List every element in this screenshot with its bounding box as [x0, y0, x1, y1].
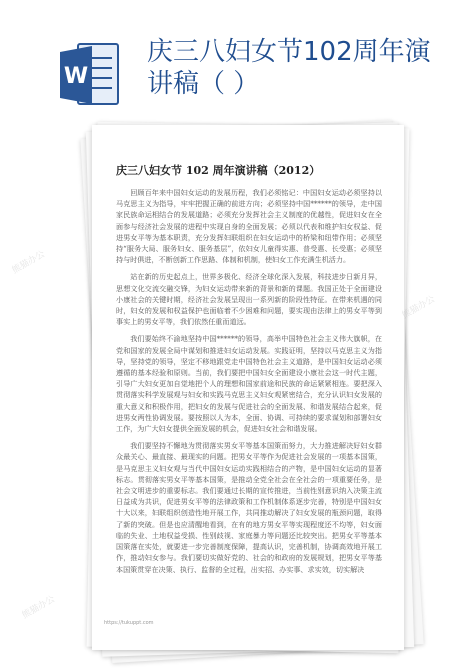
watermark: 熊猫办公 [20, 594, 57, 622]
word-icon-letter: W [63, 64, 89, 89]
paragraph: 站在新的历史起点上，世界多极化、经济全球化深入发展，科技进步日新月异，思想文化交流交融交锋，为妇女运动带来新的背景和新的课题。我国正处于全面建设小康社会的关键时期，经济社会发展呈现出一系列新的阶段性特征。在带来机遇的同时，妇女的发展和权益保护也面临着不少困难和问题，要实现由法律上的男女平等到事实上的男女平等，我们依然任重而道远。 [116, 272, 382, 327]
paragraph: 回顾百年来中国妇女运动的发展历程，我们必须铭记：中国妇女运动必须坚持以马克思主义为指导，牢牢把握正确的前进方向；必须坚持中国******的领导，走中国家民族命运相结合的发展道路；必须充分发挥社会主义制度的优越性，促进妇女在全面参与经济社会发展的进程中实现自身的全面发展；必须以代表和维护妇女权益、促进男女平等为基本职责，充分发挥妇联组织在妇女运动中的桥梁和纽带作用；必须坚持“服务大局、服务妇女、服务基层”，依妇女儿童得实惠、普受惠、长受惠；必须坚持与时俱进，不断创新工作思路、体制和机制，使妇女工作充满生机活力。 [116, 188, 382, 265]
document-title: 庆三八妇女节 102 周年演讲稿（2012） [116, 164, 321, 177]
word-document-icon [58, 40, 122, 110]
document-preview[interactable] [92, 125, 404, 650]
watermark: 熊猫办公 [10, 249, 47, 277]
watermark: 熊猫办公 [400, 294, 437, 322]
document-header [0, 0, 474, 120]
page-title: 庆三八妇女节102周年演讲稿（ ） [147, 37, 431, 99]
paragraph: 我们要坚持不懈地为贯彻落实男女平等基本国策而努力，大力推进解决好妇女群众最关心、最直接、最现实的问题。把男女平等作为促进社会发展的一项基本国策，是马克思主义妇女观与当代中国妇女运动实践相结合的产物，是中国妇女运动的显著标志。贯彻落实男女平等基本国策，是推动全党全社会在全社会的一项重要任务，是社会文明进步的重要标志。我们要通过长期的宣传推进，当前性别意识纳入决策主流日益成为共识，促进男女平等的法律政策和工作机制体系逐步完善，特别是中国妇女十大以来，妇联组织创造性地开展工作，共同推动解决了妇女发展的瓶颈问题，取得了新的突破。但是也应清醒地看到，在有的地方男女平等实现程度还不均等，妇女面临的失业、土地权益受损、性别歧视、家庭暴力等问题还比较突出。把男女平等基本国策落在实处，就要进一步完善制度保障，提高认识，完善机制，协调高效地开展工作，推动妇女参与。我们要切实做好党的、社会的和政府的发展规划，把男女平等基本国策贯穿在决策、执行、监督的全过程，出实招、办实事、求实效，切实解决 [116, 441, 382, 574]
paragraph: 我们要始终不渝地坚持中国******的领导，高举中国特色社会主义伟大旗帜，在党和国家的发展全局中谋划和推进妇女运动发展。实践证明，坚持以马克思主义为指导，坚持党的领导，坚定不移地跟党走中国特色社会主义道路，是中国妇女运动必须遵循的基本经验和原则。当前，我们要把中国妇女全面建设小康社会这一时代主题，引导广大妇女更加自觉地把个人的理想和国家前途和民族的命运紧紧相连。要把深入贯彻落实科学发展观与妇女和实践马克思主义妇女观紧密结合，充分认识妇女发展的重大意义和积极作用，把妇女的发展与促进社会的全面发展、和谐发展结合起来，促进男女两性协调发展。要按照以人为本，全面、协调、可持续的要求谋划和部署妇女工作，为广大妇女提供全面发展的机会，促进妇女社会和谐发展。 [116, 334, 382, 434]
footer-url: https://tukuppt.com [104, 620, 154, 626]
document-page [92, 125, 404, 650]
